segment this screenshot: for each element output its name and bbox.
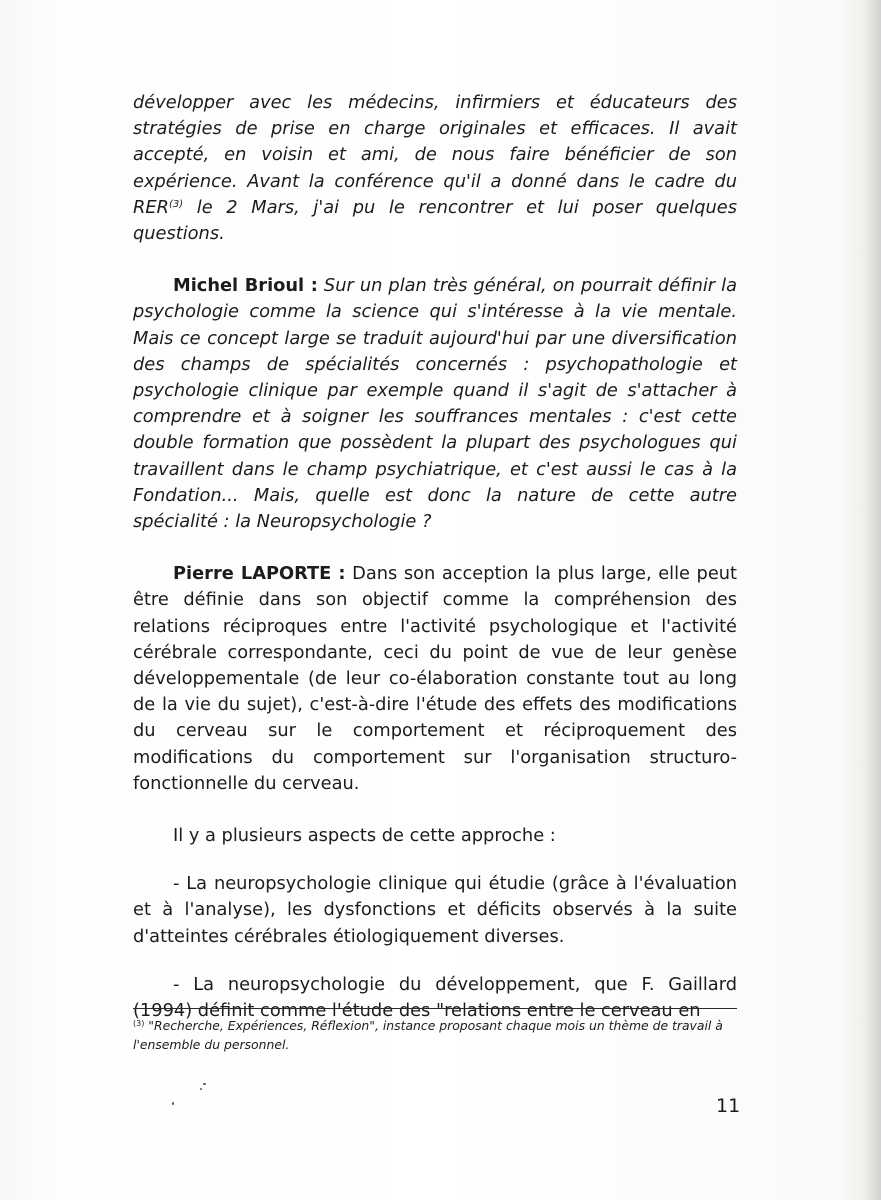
paper-speck xyxy=(172,1102,174,1105)
paragraph-clinical-neuropsychology: - La neuropsychologie clinique qui étudie (grâce à l'évaluation et à l'analyse), les dysfonctions et déficits observés à la suite d'atteintes cérébrales étiologiquement diverses. xyxy=(133,873,737,947)
answer-text: Dans son acception la plus large, elle peut être définie dans son objectif comme la compréhension des relations réciproques entre l'activité psychologique et l'activité cérébrale correspondante, ceci du point de vue de leur genèse développementale (de leur co-élaboration constante tout au long de la vie du sujet), c'est-à-dire l'étude des effets des modifications du cerveau sur le comportement et réciproquement des modifications du comportement sur l'organisation structuro-fonctionnelle du cerveau. xyxy=(133,563,737,794)
paragraph-answer-laporte xyxy=(133,561,737,797)
footnote-text: "Recherche, Expériences, Réflexion", instance proposant chaque mois un thème de travail à l'ensemble du personnel. xyxy=(133,1018,723,1052)
intro-text-after: le 2 Mars, j'ai pu le rencontrer et lui poser quelques questions. xyxy=(133,196,737,245)
paper-speck xyxy=(200,1088,202,1090)
question-text: Sur un plan très général, on pourrait définir la psychologie comme la science qui s'intéresse à la vie mentale. Mais ce concept large se traduit aujourd'hui par une diversification des champs de spécialités concernés : psychopathologie et psychologie clinique par exemple quand il s'agit de s'attacher à comprendre et à soigner les souffrances mentales : c'est cette double formation que possèdent la plupart des psychologues qui travaillent dans le champ psychiatrique, et c'est aussi le cas à la Fondation... Mais, quelle est donc la nature de cette autre spécialité : la Neuropsychologie ? xyxy=(133,275,737,533)
speaker-name-laporte: Pierre LAPORTE : xyxy=(173,563,346,585)
page-edge-shadow xyxy=(863,0,881,1200)
footnote-divider xyxy=(133,1008,737,1009)
footnote-ref-3: (3) xyxy=(168,198,184,210)
body-text xyxy=(133,90,737,1024)
paragraph-aspects-intro: Il y a plusieurs aspects de cette approche : xyxy=(173,825,556,847)
speaker-name-brioul: Michel Brioul : xyxy=(173,275,318,297)
paragraph-question-brioul xyxy=(133,273,737,535)
paragraph-intro xyxy=(133,90,737,247)
paragraph-developmental-neuropsychology: - La neuropsychologie du développement, que F. Gaillard (1994) définit comme l'étude des "relations entre le cerveau en xyxy=(133,973,737,1022)
footnote-marker: (3) xyxy=(133,1019,145,1028)
footnote xyxy=(133,1016,737,1054)
intro-text-before: développer avec les médecins, infirmiers et éducateurs des stratégies de prise en charge originales et efficaces. Il avait accepté, en voisin et ami, de nous faire bénéficier de son expérience. Avant la conférence qu'il a donné dans le cadre du RER xyxy=(133,92,737,218)
page-number: 11 xyxy=(716,1095,741,1117)
paper-speck xyxy=(203,1083,206,1085)
